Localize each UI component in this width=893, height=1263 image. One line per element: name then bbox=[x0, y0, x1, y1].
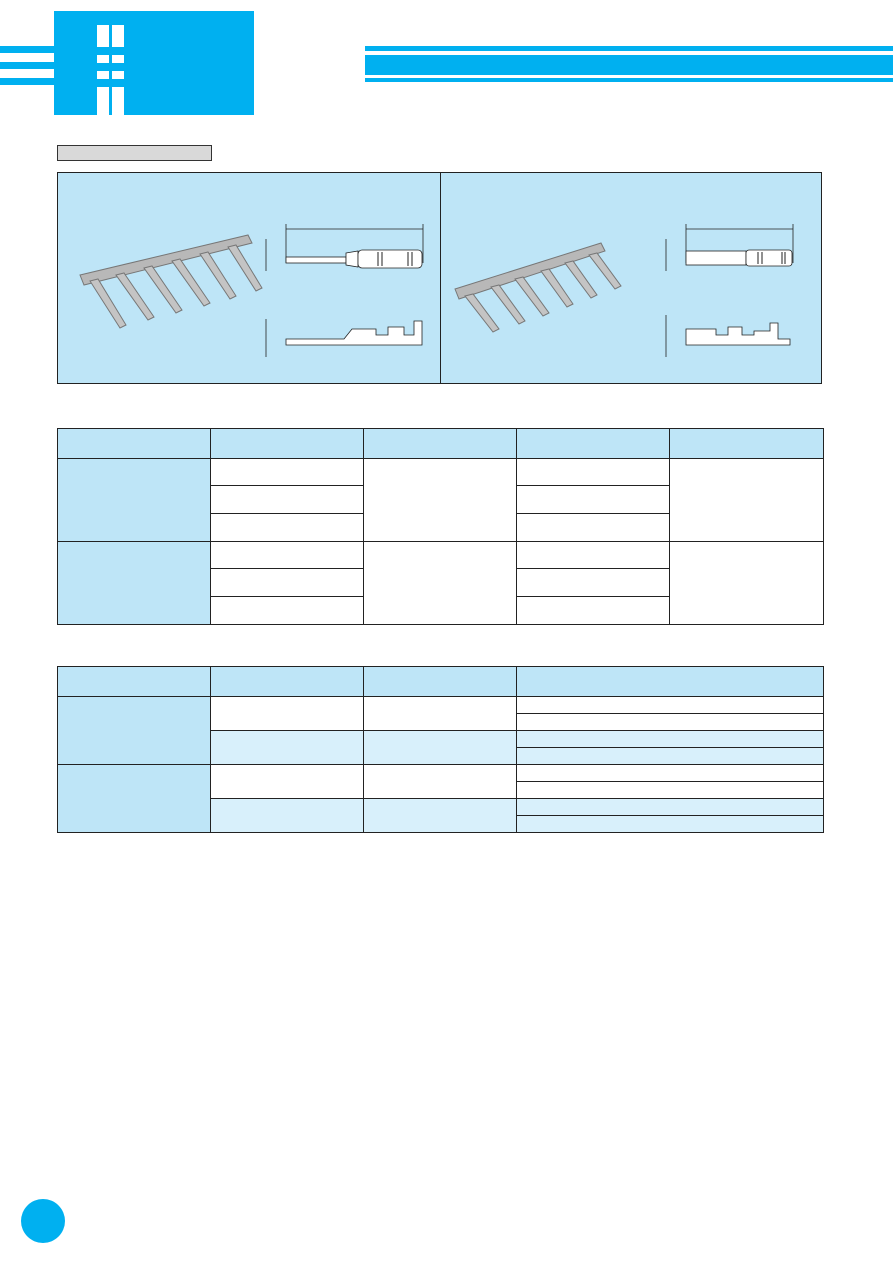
table-cell bbox=[211, 597, 364, 625]
table-cell bbox=[211, 799, 364, 833]
table-cell bbox=[517, 731, 824, 748]
table-cell bbox=[211, 542, 364, 569]
product-image-panel bbox=[57, 172, 822, 384]
terminal-drawing-side-right bbox=[658, 313, 808, 358]
table-header-cell bbox=[364, 667, 517, 697]
table-header-cell bbox=[364, 429, 517, 459]
terminal-strip-left-image bbox=[78, 233, 268, 333]
header-stripe-left bbox=[0, 46, 54, 53]
table-cell bbox=[517, 714, 824, 731]
table-header-cell bbox=[517, 667, 824, 697]
table-cell bbox=[211, 486, 364, 514]
table-cell bbox=[364, 799, 517, 833]
table-cell bbox=[517, 597, 670, 625]
row-group-label bbox=[58, 697, 211, 765]
table-cell bbox=[364, 765, 517, 799]
table-header-cell bbox=[211, 667, 364, 697]
terminal-drawing-top-left bbox=[258, 221, 433, 276]
terminal-drawing-top-right bbox=[658, 221, 808, 276]
ordering-table bbox=[57, 666, 824, 833]
row-group-label bbox=[58, 542, 211, 625]
table-cell bbox=[517, 569, 670, 597]
header-bar-thin bbox=[365, 46, 893, 51]
row-group-label bbox=[58, 459, 211, 542]
section-label bbox=[57, 145, 212, 161]
table-cell bbox=[364, 731, 517, 765]
table-cell bbox=[517, 816, 824, 833]
table-cell bbox=[517, 459, 670, 486]
panel-divider bbox=[440, 173, 441, 383]
header-stripe-left bbox=[0, 62, 54, 69]
table-cell bbox=[211, 514, 364, 542]
header-bar-thick bbox=[365, 55, 893, 75]
specification-table bbox=[57, 428, 824, 625]
table-cell bbox=[517, 697, 824, 714]
table-cell bbox=[211, 697, 364, 731]
table-cell bbox=[517, 514, 670, 542]
table-cell bbox=[211, 765, 364, 799]
table-cell bbox=[517, 799, 824, 816]
header-bar-thin bbox=[365, 78, 893, 82]
table-cell bbox=[364, 459, 517, 542]
table-cell bbox=[364, 697, 517, 731]
table-cell bbox=[211, 731, 364, 765]
table-header-cell bbox=[670, 429, 824, 459]
brand-logo-icon bbox=[54, 11, 254, 115]
table-cell bbox=[517, 542, 670, 569]
table-cell bbox=[670, 542, 824, 625]
page-number-badge bbox=[21, 1199, 65, 1243]
table-header-cell bbox=[517, 429, 670, 459]
table-cell bbox=[670, 459, 824, 542]
table-header-cell bbox=[211, 429, 364, 459]
table-cell bbox=[211, 569, 364, 597]
terminal-strip-right-image bbox=[453, 241, 643, 336]
table-cell bbox=[211, 459, 364, 486]
table-cell bbox=[517, 782, 824, 799]
table-cell bbox=[517, 748, 824, 765]
table-cell bbox=[517, 765, 824, 782]
table-header-cell bbox=[58, 667, 211, 697]
table-cell bbox=[517, 486, 670, 514]
table-cell bbox=[364, 542, 517, 625]
table-header-cell bbox=[58, 429, 211, 459]
row-group-label bbox=[58, 765, 211, 833]
terminal-drawing-side-left bbox=[258, 315, 433, 360]
header-stripe-left bbox=[0, 78, 54, 85]
